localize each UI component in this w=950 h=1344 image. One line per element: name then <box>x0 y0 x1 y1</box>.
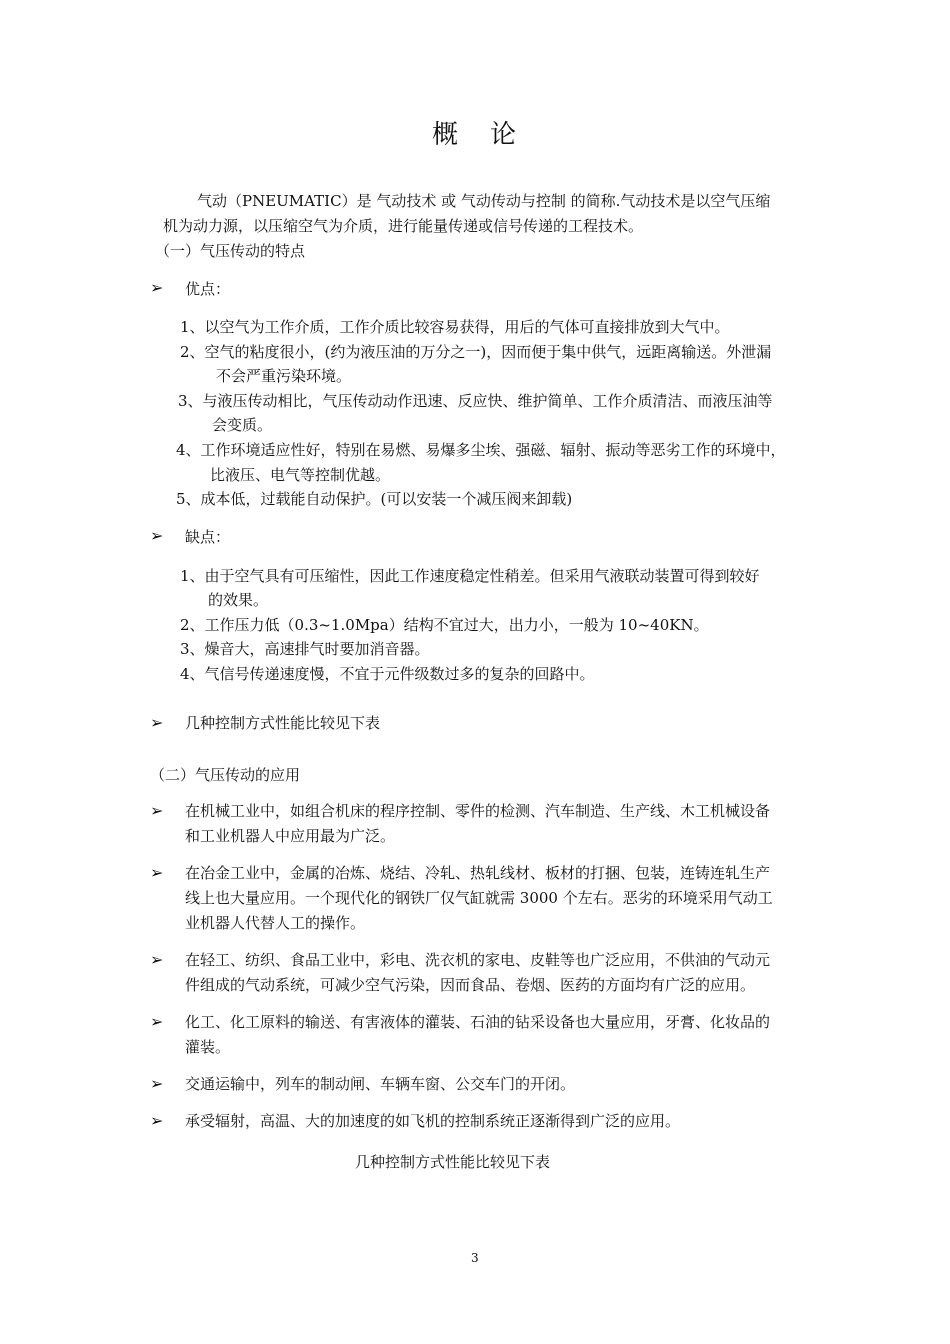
intro-line-2: 机为动力源，以压缩空气为介质，进行能量传递或信号传递的工程技术。 <box>163 217 644 235</box>
disadvantage-line: 3、燥音大，高速排气时要加消音器。 <box>180 640 430 658</box>
application-line: 在冶金工业中，金属的冶炼、烧结、冷轧、热轧线材、板材的打捆、包装，连铸连轧生产 <box>185 864 771 882</box>
intro-line-1: 气动（PNEUMATIC）是 气动技术 或 气动传动与控制 的简称.气动技术是以空气压缩 <box>197 192 771 210</box>
disadvantages-heading: 缺点： <box>185 528 231 546</box>
page-number: 3 <box>471 1251 479 1265</box>
advantage-line-continued: 比液压、电气等控制优越。 <box>210 466 391 484</box>
advantage-line: 4、工作环境适应性好，特别在易燃、易爆多尘埃、强磁、辐射、振动等恶劣工作的环境中， <box>176 441 786 459</box>
bullet-arrow-icon: ➢ <box>150 1111 164 1130</box>
table-caption: 几种控制方式性能比较见下表 <box>355 1153 551 1171</box>
advantage-line: 2、空气的粘度很小，(约为液压油的万分之一)，因而便于集中供气，远距离输送。外泄漏 <box>180 343 772 361</box>
title-char-right: 论 <box>490 120 519 150</box>
bullet-arrow-icon: ➢ <box>150 278 164 297</box>
advantage-line-continued: 会变质。 <box>212 416 273 434</box>
disadvantage-line-continued: 的效果。 <box>208 591 269 609</box>
section-heading-features: （一）气压传动的特点 <box>155 242 306 260</box>
bullet-arrow-icon: ➢ <box>150 801 164 820</box>
advantage-line: 5、成本低，过载能自动保护。(可以安装一个减压阀来卸载) <box>176 490 573 508</box>
advantage-line: 3、与液压传动相比，气压传动动作迅速、反应快、维护简单、工作介质清洁、而液压油等 <box>178 392 773 410</box>
application-line: 承受辐射，高温、大的加速度的如飞机的控制系统正逐渐得到广泛的应用。 <box>185 1112 681 1130</box>
bullet-arrow-icon: ➢ <box>150 1074 164 1093</box>
disadvantage-line: 1、由于空气具有可压缩性，因此工作速度稳定性稍差。但采用气液联动装置可得到较好 <box>180 567 760 585</box>
application-line: 灌装。 <box>185 1038 231 1056</box>
bullet-arrow-icon: ➢ <box>150 526 164 545</box>
application-line: 件组成的气动系统，可减少空气污染，因而食品、卷烟、医药的方面均有广泛的应用。 <box>185 976 756 994</box>
page-title <box>432 114 518 151</box>
advantages-heading: 优点： <box>185 280 231 298</box>
bullet-arrow-icon: ➢ <box>150 1012 164 1031</box>
bullet-arrow-icon: ➢ <box>150 950 164 969</box>
section-heading-applications: （二）气压传动的应用 <box>150 766 301 784</box>
application-line: 在轻工、纺织、食品工业中，彩电、洗衣机的家电、皮鞋等也广泛应用，不供油的气动元 <box>185 951 771 969</box>
advantage-line: 1、以空气为工作介质，工作介质比较容易获得，用后的气体可直接排放到大气中。 <box>180 318 730 336</box>
disadvantage-line: 4、气信号传递速度慢，不宜于元件级数过多的复杂的回路中。 <box>180 665 595 683</box>
application-line: 化工、化工原料的输送、有害液体的灌装、石油的钻采设备也大量应用，牙膏、化妆品的 <box>185 1013 771 1031</box>
title-char-left: 概 <box>432 120 461 150</box>
application-line: 在机械工业中，如组合机床的程序控制、零件的检测、汽车制造、生产线、木工机械设备 <box>185 802 771 820</box>
compare-bullet-text: 几种控制方式性能比较见下表 <box>185 714 381 732</box>
application-line: 线上也大量应用。一个现代化的钢铁厂仅气缸就需 3000 个左右。恶劣的环境采用气动工 <box>185 889 773 907</box>
bullet-arrow-icon: ➢ <box>150 713 164 732</box>
application-line: 和工业机器人中应用最为广泛。 <box>185 827 396 845</box>
advantage-line-continued: 不会严重污染环境。 <box>216 367 352 385</box>
bullet-arrow-icon: ➢ <box>150 863 164 882</box>
application-line: 交通运输中，列车的制动闸、车辆车窗、公交车门的开闭。 <box>185 1075 576 1093</box>
disadvantage-line: 2、工作压力低（0.3~1.0Mpa）结构不宜过大，出力小，一般为 10~40KN。 <box>180 616 709 634</box>
application-line: 业机器人代替人工的操作。 <box>185 914 366 932</box>
